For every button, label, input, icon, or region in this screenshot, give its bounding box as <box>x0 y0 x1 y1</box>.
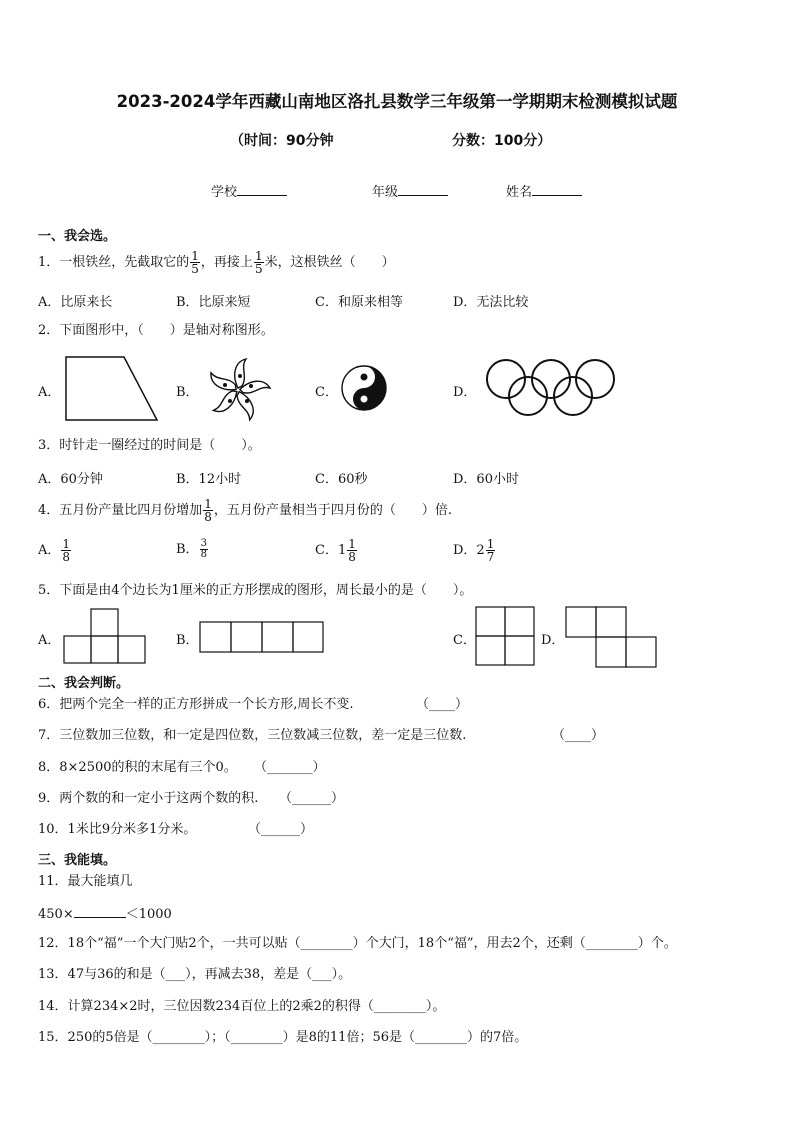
fraction: $\frac{1}{5}$ <box>191 249 199 276</box>
q1-option-c[interactable]: C．和原来相等 <box>315 295 403 310</box>
section-choose: 一、我会选。 <box>38 229 117 244</box>
squares-figure-b <box>199 621 325 654</box>
q8-answer-blank[interactable]: （_______） <box>254 760 326 775</box>
q5-option-a[interactable]: A． <box>38 633 61 648</box>
grade-label: 年级 <box>372 185 399 200</box>
q4-option-a[interactable]: A． $\frac{1}{8}$ <box>38 537 71 564</box>
q2-option-a[interactable]: A． <box>38 385 61 400</box>
olympic-rings-icon <box>485 357 617 419</box>
question-4: 4．五月份产量比四月份增加 $\frac{1}{8}$ ，五月份产量相当于四月份的（ ）倍. <box>38 497 453 524</box>
section-judge: 二、我会判断。 <box>38 676 130 691</box>
q11-answer-blank[interactable] <box>74 905 126 918</box>
squares-figure-c <box>475 606 535 666</box>
bauhinia-flower-icon <box>203 357 273 423</box>
squares-figure-d <box>565 606 657 668</box>
q5-option-c[interactable]: C． <box>453 633 476 648</box>
school-label: 学校 <box>211 185 238 200</box>
question-12: 12．18个“福”一个大门贴2个，一共可以贴（________）个大门，18个“福”，用去2个，还剩（________）个。 <box>38 936 677 951</box>
trapezoid-figure <box>64 355 160 422</box>
q9-answer-blank[interactable]: （______） <box>279 791 345 806</box>
question-14: 14．计算234×2时，三位因数234百位上的2乘2的积得（________）。 <box>38 999 446 1014</box>
school-field[interactable] <box>211 181 287 200</box>
q11-expression: 450× ＜1000 <box>38 907 172 922</box>
name-label: 姓名 <box>506 185 533 200</box>
q6-answer-blank[interactable]: （____） <box>416 697 469 712</box>
name-blank[interactable] <box>532 183 582 196</box>
q1-option-a[interactable]: A．比原来长 <box>38 295 113 310</box>
q2-option-c[interactable]: C． <box>315 385 338 400</box>
exam-score: 分数：100分） <box>452 133 552 149</box>
q1-option-b[interactable]: B．比原来短 <box>176 295 251 310</box>
question-2: 2．下面图形中，（ ）是轴对称图形。 <box>38 323 274 338</box>
question-15: 15．250的5倍是（________）；（________）是8的11倍；56是（________）的7倍。 <box>38 1030 528 1045</box>
page-title: 2023-2024学年西藏山南地区洛扎县数学三年级第一学期期末检测模拟试题 <box>116 92 678 111</box>
q3-option-c[interactable]: C．60秒 <box>315 472 368 487</box>
q5-option-d[interactable]: D． <box>541 633 565 648</box>
q5-option-b[interactable]: B． <box>176 633 199 648</box>
q4-option-d[interactable]: D．2 $\frac{1}{7}$ <box>453 537 495 564</box>
school-blank[interactable] <box>237 183 287 196</box>
question-1: 1．一根铁丝，先截取它的 $\frac{1}{5}$ ，再接上 $\frac{1}{5}$ 米，这根铁丝（ ） <box>38 249 395 276</box>
q2-option-d[interactable]: D． <box>453 385 477 400</box>
question-9: 9．两个数的和一定小于这两个数的积. <box>38 791 259 806</box>
q2-option-b[interactable]: B． <box>176 385 199 400</box>
grade-field[interactable] <box>372 181 448 200</box>
fraction: $\frac{1}{5}$ <box>254 249 263 276</box>
question-5: 5．下面是由4个边长为1厘米的正方形摆成的图形，周长最小的是（ ）。 <box>38 583 473 598</box>
squares-figure-a <box>63 608 147 666</box>
question-10: 10．1米比9分米多1分米。 <box>38 822 197 837</box>
q3-option-d[interactable]: D．60小时 <box>453 472 519 487</box>
q3-option-b[interactable]: B．12小时 <box>176 472 242 487</box>
question-3: 3．时针走一圈经过的时间是（ ）。 <box>38 438 261 453</box>
q3-option-a[interactable]: A．60分钟 <box>38 472 103 487</box>
grade-blank[interactable] <box>398 183 448 196</box>
question-7: 7．三位数加三位数，和一定是四位数，三位数减三位数，差一定是三位数. <box>38 728 467 743</box>
q7-answer-blank[interactable]: （____） <box>552 728 605 743</box>
question-6: 6．把两个完全一样的正方形拼成一个长方形,周长不变. <box>38 697 354 712</box>
section-fill: 三、我能填。 <box>38 853 117 868</box>
name-field[interactable] <box>506 181 582 200</box>
q4-option-b[interactable]: B． $\frac{3}{8}$ <box>176 538 207 560</box>
q1-option-d[interactable]: D．无法比较 <box>453 295 529 310</box>
exam-time: （时间：90分钟 <box>230 133 334 149</box>
yin-yang-icon <box>340 364 388 412</box>
q4-option-c[interactable]: C．1 $\frac{1}{8}$ <box>315 537 356 564</box>
question-13: 13．47与36的和是（___），再减去38，差是（___）。 <box>38 967 352 982</box>
question-11: 11．最大能填几 <box>38 874 133 889</box>
q10-answer-blank[interactable]: （______） <box>248 822 314 837</box>
question-8: 8．8×2500的积的末尾有三个0。 <box>38 760 237 775</box>
fraction: $\frac{1}{8}$ <box>204 497 212 524</box>
